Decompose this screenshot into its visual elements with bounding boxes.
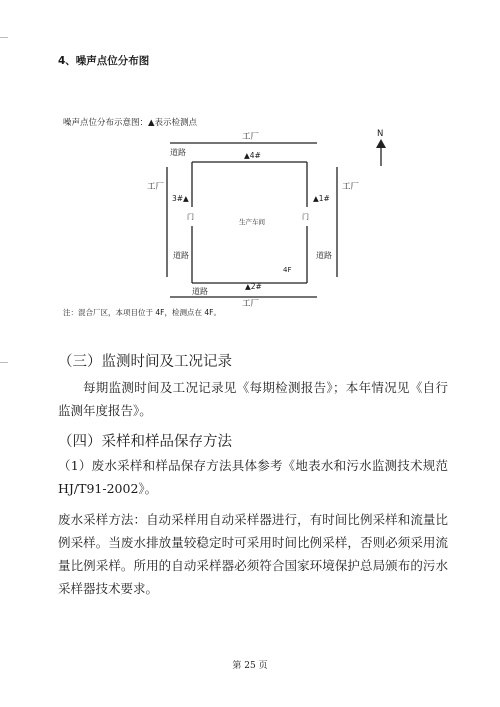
factory-label-left: 工厂 [147, 182, 165, 192]
paragraph-monitoring-time: 每期监测时间及工况记录见《每期检测报告》；本年情况见《自行监测年度报告》。 [58, 380, 448, 418]
paragraph-sampling-method: 废水采样方法：自动采样用自动采样器进行，有时间比例采样和流量比例采样。当废水排放量较稳定时可采用时间比例采样，否则必须采用流量比例采样。所用的自动采样器必须符合国家环境保护总局颁布的污水采样器技术要求。 [58, 512, 448, 596]
road-label-top: 道路 [170, 148, 186, 157]
gate-label-right: 门 [302, 213, 309, 221]
floor-label: 4F [283, 266, 292, 274]
margin-mark [0, 362, 8, 363]
monitoring-point-4: ▲4# [244, 151, 261, 160]
monitoring-point-2: ▲2# [245, 282, 262, 291]
factory-label-top: 工厂 [242, 132, 260, 142]
paragraph-sampling-reference: （1）废水采样和样品保存方法具体参考《地表水和污水监测技术规范HJ/T91-2002》。 [58, 458, 448, 496]
north-arrow-head-icon [376, 139, 386, 148]
diagram-legend: 噪声点位分布示意图：▲表示检测点 [63, 118, 198, 128]
monitoring-point-1: ▲1# [313, 194, 330, 203]
factory-label-bottom: 工厂 [242, 299, 260, 309]
road-label-bottom: 道路 [192, 287, 208, 296]
road-label-right: 道路 [316, 251, 332, 260]
heading-monitoring-time: （三）监测时间及工况记录 [58, 354, 232, 370]
road-label-left: 道路 [173, 251, 189, 260]
section-title: 4、噪声点位分布图 [58, 55, 150, 67]
diagram-note: 注：混合厂区，本项目位于 4F，检测点在 4F。 [63, 308, 221, 317]
workshop-label: 生产车间 [239, 218, 265, 226]
north-label: N [377, 129, 384, 139]
monitoring-point-3: 3#▲ [172, 194, 189, 203]
heading-sampling-method: （四）采样和样品保存方法 [58, 434, 232, 450]
gate-label-left: 门 [187, 213, 194, 221]
page-number: 第 25 页 [232, 661, 268, 671]
noise-point-diagram [0, 0, 500, 320]
factory-label-right: 工厂 [342, 182, 360, 192]
